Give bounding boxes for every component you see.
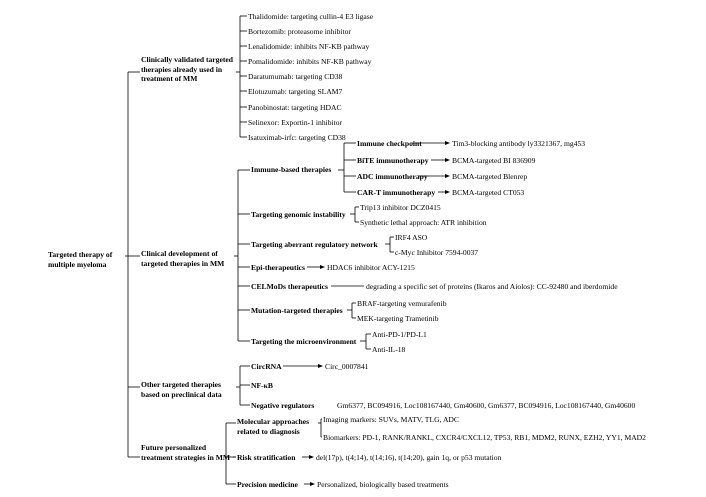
immune-based-label: Immune-based therapies (251, 165, 332, 174)
clinical-development-label: Clinical development of targeted therapies in MM (141, 249, 225, 268)
molecular-approaches-label: Molecular approaches related to diagnosis (237, 417, 310, 436)
validated-item: Lenalidomide: inhibits NF-KB pathway (248, 42, 370, 51)
car-t-label: CAR-T immunotherapy (357, 188, 436, 197)
arrow-head (310, 482, 315, 486)
validated-item: Selinexor: Exportin-1 inhibitor (248, 118, 343, 127)
risk-stratification-label: Risk stratification (237, 453, 296, 462)
validated-item: Bortezomib: proteasome inhibitor (248, 27, 351, 36)
bite-label: BiTE immunotherapy (357, 156, 429, 165)
mutation-item: BRAF-targeting vemurafenib (357, 299, 447, 308)
celmods-detail: degrading a specific set of proteins (Ikaros and Aiolos): CC-92480 and iberdomide (366, 282, 618, 291)
regulatory-item: c-Myc Inhibitor 7594-0037 (395, 248, 479, 257)
arrow-head (445, 190, 450, 194)
bite-detail: BCMA-targeted BI 836909 (452, 156, 536, 165)
car-t-detail: BCMA-targeted CT053 (452, 188, 525, 197)
regulatory-network-label: Targeting aberrant regulatory network (251, 240, 378, 249)
validated-item: Isatuximab-irfc: targeting CD38 (248, 133, 346, 142)
arrow-head (309, 455, 314, 459)
micro-item: Anti-PD-1/PD-L1 (372, 330, 427, 339)
mutation-targeted-label: Mutation-targeted therapies (251, 306, 343, 315)
validated-item: Elotuzumab: targeting SLAM7 (248, 87, 343, 96)
immune-checkpoint-label: Immune checkpoint (357, 139, 422, 148)
future-strategies-label: Future personalized treatment strategies in MM (141, 443, 231, 462)
adc-detail: BCMA-targeted Blenrep (452, 172, 528, 181)
validated-item: Thalidomide: targeting cullin-4 E3 ligase (248, 12, 374, 21)
precision-medicine-label: Precision medicine (237, 480, 298, 489)
negative-regulators-detail: Gm6377, BC094916, Loc108167440, Gm40600, Gm6377, BC094916, Loc108167440, Gm40600 (337, 401, 636, 410)
genomic-item: Trip13 inhibitor DCZ0415 (360, 203, 441, 212)
regulatory-item: IRF4 ASO (395, 233, 428, 242)
arrow-head (445, 158, 450, 162)
precision-medicine-detail: Personalized, biologically based treatments (317, 480, 449, 489)
nf-kb-label: NF-κB (251, 381, 273, 390)
immune-checkpoint-detail: Tim3-blocking antibody ly3321367, mg453 (452, 139, 586, 148)
circrna-detail: Circ_0007841 (325, 362, 369, 371)
genomic-item: Synthetic lethal approach: ATR inhibition (360, 218, 487, 227)
molecular-item: Biomarkers: PD-1, RANK/RANKL, CXCR4/CXCL12, TP53, RB1, MDM2, RUNX, EZH2, YY1, MAD2 (323, 433, 646, 442)
other-therapies-label: Other targeted therapies based on preclinical data (141, 380, 222, 399)
validated-item: Daratumumab: targeting CD38 (248, 72, 343, 81)
epi-therapeutics-detail: HDAC6 inhibitor ACY-1215 (327, 263, 415, 272)
arrow-head (318, 364, 323, 368)
mutation-item: MEK-targeting Trametinib (357, 314, 439, 323)
epi-therapeutics-label: Epi-therapeutics (251, 263, 305, 272)
circrna-label: CircRNA (251, 362, 282, 371)
negative-regulators-label: Negative regulators (251, 401, 315, 410)
validated-item: Pomalidomide: inhibits NF-KB pathway (248, 57, 372, 66)
celmods-label: CELMoDs therapeutics (251, 282, 328, 291)
arrow-head (445, 174, 450, 178)
molecular-item: Imaging markers: SUVs, MATV, TLG, ADC (323, 415, 459, 424)
microenvironment-label: Targeting the microenvironment (251, 337, 357, 346)
arrow-head (445, 141, 450, 145)
root-label: Targeted therapy of multiple myeloma (48, 250, 113, 269)
validated-item: Panobinostat: targeting HDAC (248, 103, 342, 112)
arrow-head (320, 265, 325, 269)
risk-stratification-detail: del(17p), t(4;14), t(14;16), t(14;20), gain 1q, or p53 mutation (316, 453, 502, 462)
clinically-validated-label: Clinically validated targeted therapies already used in treatment of MM (141, 55, 233, 83)
genomic-instability-label: Targeting genomic instability (251, 210, 346, 219)
micro-item: Anti-IL-18 (372, 345, 406, 354)
adc-label: ADC immunotherapy (357, 172, 428, 181)
